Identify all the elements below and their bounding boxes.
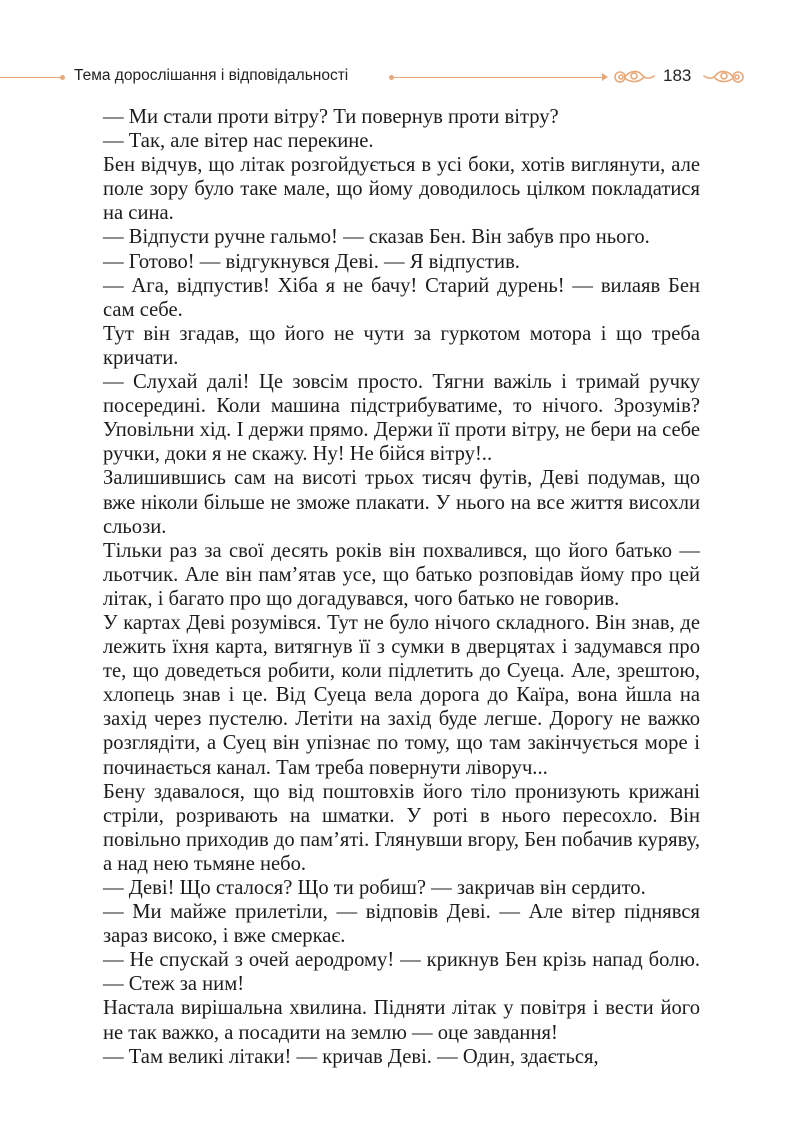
header-dot-left [60,75,65,80]
header-arrow-icon [602,73,608,81]
paragraph: — Відпусти ручне гальмо! — сказав Бен. Він забув про нього. [103,226,650,249]
paragraph: — Ми майже прилетіли, — відповів Деві. — Але вітер піднявся зараз високо, і вже смеркає. [103,901,700,948]
paragraph: — Не спускай з очей аеродрому! — крикнув Бен крізь напад болю. — Стеж за ним! [103,949,700,996]
paragraph: Настала вирішальна хвилина. Підняти літак у повітря і вести його не так важко, а посадити на землю — оце завдання! [103,997,700,1044]
page-number: 183 [663,66,692,85]
paragraph: Залишившись сам на висоті трьох тисяч футів, Деві подумав, що вже ніколи більше не зможе плакати. У нього на все життя висохли сльози. [103,467,700,538]
paragraph: — Так, але вітер нас перекине. [103,130,374,153]
paragraph: — Слухай далі! Це зовсім просто. Тягни важіль і тримай ручку посередині. Коли машина підстрибуватиме, то нічого. Зрозумів? Уповільни хід. І держи прямо. Держи її проти вітру, не бери на себе ручки, доки я не скажу. Ну! Не бійся вітру!.. [103,371,700,466]
paragraph: — Ага, відпустив! Хіба я не бачу! Старий дурень! — вилаяв Бен сам себе. [103,274,700,321]
paragraph: — Готово! — відгукнувся Деві. — Я відпустив. [103,250,520,273]
header-rule-left [0,77,62,78]
paragraph: Тільки раз за свої десять років він похвалився, що його батько — льотчик. Але він пам’ятав усе, що батько розповідав йому про цей літак, і багато про що догадувався, чого батько не говорив. [103,539,700,610]
swirl-ornament-right-icon [702,67,746,87]
paragraph: Бену здавалося, що від поштовхів його тіло пронизують крижані стріли, розривають на шматки. У роті в нього пересохло. Він повільно приходив до пам’яті. Глянувши вгору, Бен побачив куряву, а над нею тьмяне небо. [103,780,700,875]
paragraph: — Ми стали проти вітру? Ти повернув проти вітру? [103,106,559,128]
swirl-ornament-left-icon [612,67,656,87]
paragraph: У картах Деві розумівся. Тут не було нічого складного. Він знав, де лежить їхня карта, витягнув її з сумки в дверцятах і задумався про те, що доведеться робити, коли підлетить до Суеца. Але, зрештою, хлопець знав і це. Від Суеца вела дорога до Каїра, вона йшла на захід через пустелю. Летіти на захід буде легше. Дорогу не важко розглядіти, а Суец він упізнає по тому, що там закінчується море і починається канал. Там треба повернути ліворуч... [103,611,700,779]
paragraph: — Там великі літаки! — кричав Деві. — Один, здається, [103,1045,599,1068]
paragraph: Тут він згадав, що його не чути за гуркотом мотора і що треба кричати. [103,322,700,369]
page-header [0,64,794,94]
running-head-title: Тема дорослішання і відповідальності [74,67,349,84]
paragraph: Бен відчув, що літак розгойдується в усі боки, хотів виглянути, але поле зору було таке мале, що йому доводилось цілком покладатися на сина. [103,154,700,225]
body-text [103,105,700,1069]
header-rule-right [394,77,606,78]
paragraph: — Деві! Що сталося? Що ти робиш? — закричав він сердито. [103,877,646,899]
